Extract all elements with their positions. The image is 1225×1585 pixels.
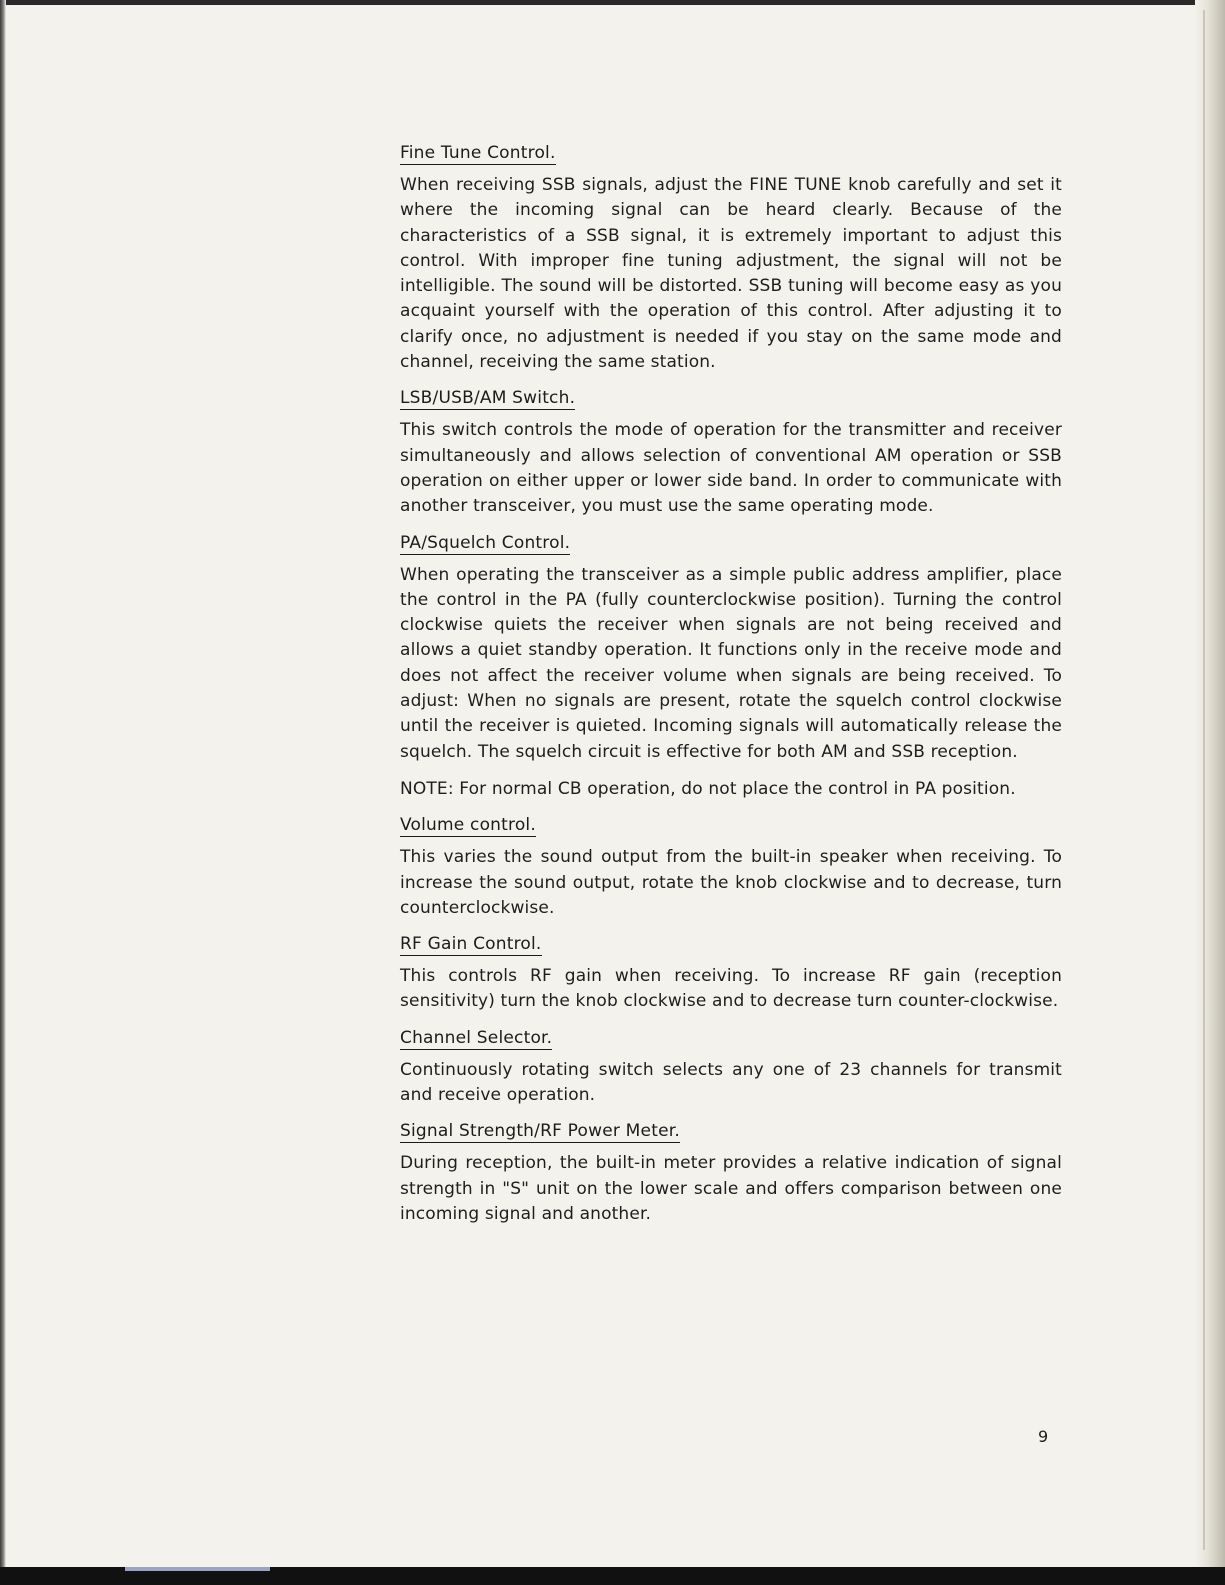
- section-body: This controls RF gain when receiving. To increase RF gain (reception sensitivity) turn the knob clockwise and to decrease turn counter-clockwise.: [400, 966, 1062, 1012]
- section-channel-selector: [400, 1027, 1062, 1109]
- section-volume: [400, 814, 1062, 921]
- section-signal-meter: [400, 1120, 1062, 1227]
- section-body: This switch controls the mode of operation for the transmitter and receiver simultaneously and allows selection of conventional AM operation or SSB operation on either upper or lower side band. In order to communicate with another transceiver, you must use the same operating mode.: [400, 420, 1062, 517]
- scan-bottom-strip: [125, 1567, 270, 1571]
- section-body: Continuously rotating switch selects any one of 23 channels for transmit and receive operation.: [400, 1059, 1062, 1106]
- section-heading: PA/Squelch Control.: [400, 532, 571, 553]
- section-body: When operating the transceiver as a simple public address amplifier, place the control in the PA (fully counterclockwise position). Turning the control clockwise quiets the receiver when signals are not being received and allows a quiet standby operation. It functions only in the receive mode and does not affect the receiver volume when signals are being received. To adjust: When no signals are present, rotate the squelch control clockwise until the receiver is quieted. Incoming signals will automatically release the squelch. The squelch circuit is effective for both AM and SSB reception.: [400, 564, 1062, 762]
- scan-left-edge: [0, 0, 6, 1585]
- section-heading: Channel Selector.: [400, 1027, 553, 1048]
- scan-top-edge: [0, 0, 1225, 5]
- section-body: When receiving SSB signals, adjust the FINE TUNE knob carefully and set it where the incoming signal can be heard clearly. Because of the characteristics of a SSB signal, it is extremely important to adjust this control. With improper fine tuning adjustment, the signal will not be intelligible. The sound will be distorted. SSB tuning will become easy as you acquaint yourself with the operation of this control. After adjusting it to clarify once, no adjustment is needed if you stay on the same mode and channel, receiving the same station.: [400, 175, 1062, 373]
- section-fine-tune: [400, 142, 1062, 375]
- section-heading: RF Gain Control.: [400, 934, 542, 955]
- section-body: During reception, the built-in meter provides a relative indication of signal strength in "S" unit on the lower scale and offers comparison between one incoming signal and another.: [400, 1153, 1062, 1224]
- section-heading: Signal Strength/RF Power Meter.: [400, 1121, 680, 1142]
- note-paragraph: NOTE: For normal CB operation, do not place the control in PA position.: [400, 778, 1016, 799]
- section-heading: Fine Tune Control.: [400, 143, 556, 163]
- section-lsb-usb-am: [400, 387, 1062, 519]
- section-heading: LSB/USB/AM Switch.: [400, 388, 576, 409]
- section-rf-gain: [400, 933, 1062, 1015]
- binding-line: [1203, 10, 1205, 1550]
- page-number: 9: [1038, 1427, 1049, 1446]
- scan-right-edge: [1195, 0, 1225, 1585]
- section-body: This varies the sound output from the built-in speaker when receiving. To increase the sound output, rotate the knob clockwise and to decrease, turn counterclockwise.: [400, 847, 1062, 918]
- section-pa-squelch: [400, 532, 1062, 765]
- section-heading: Volume control.: [400, 815, 536, 836]
- page-content: [400, 142, 1062, 1239]
